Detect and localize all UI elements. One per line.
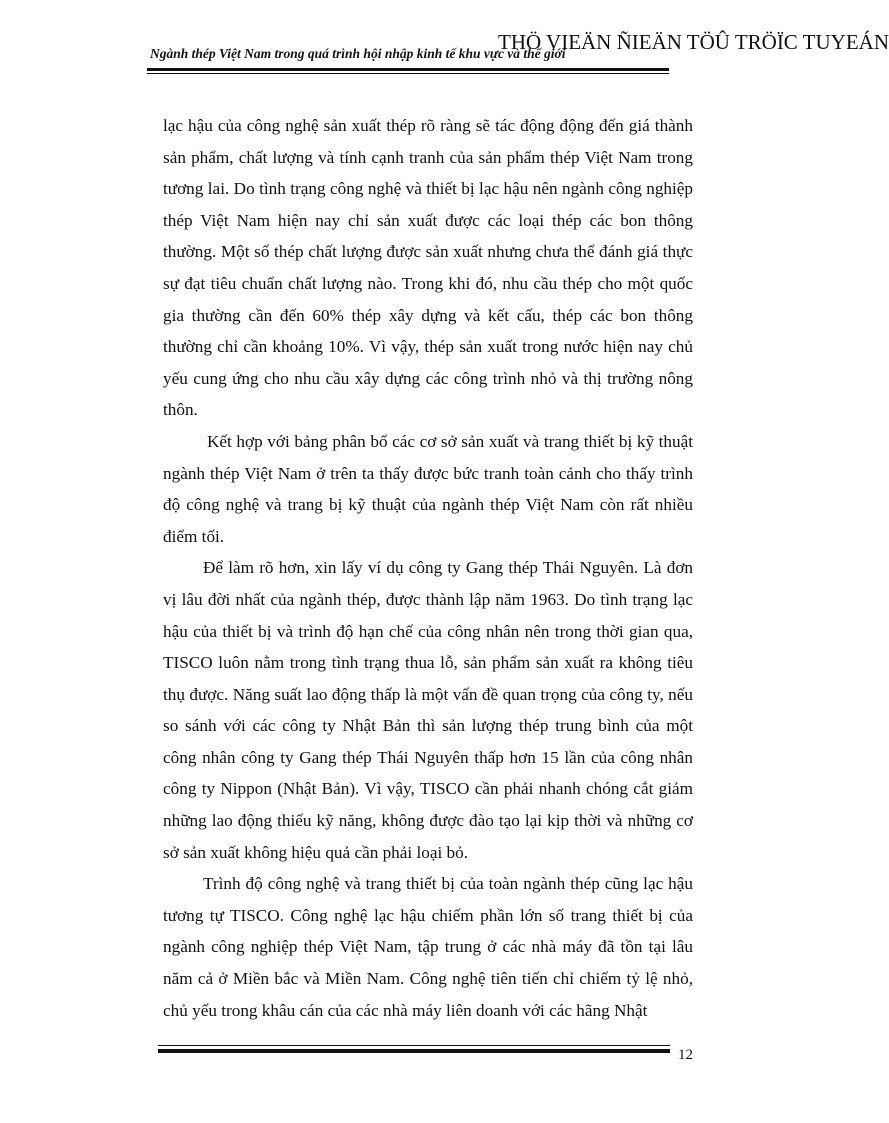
body-text [163, 110, 693, 1026]
paragraph-4: Trình độ công nghệ và trang thiết bị của toàn ngành thép cũng lạc hậu tương tự TISCO. Công nghệ lạc hậu chiếm phần lớn số trang thiết bị của ngành công nghiệp thép Việt Nam, tập trung ở các nhà máy đã tồn tại lâu năm cả ở Miền bắc và Miền Nam. Công nghệ tiên tiến chỉ chiếm tỷ lệ nhỏ, chủ yếu trong khâu cán của các nhà máy liên doanh với các hãng Nhật [163, 874, 693, 1020]
paragraph-1: lạc hậu của công nghệ sản xuất thép rõ ràng sẽ tác động động đến giá thành sản phẩm, chất lượng và tính cạnh tranh của sản phẩm thép Việt Nam trong tương lai. Do tình trạng công nghệ và thiết bị lạc hậu nên ngành công nghiệp thép Việt Nam hiện nay chỉ sản xuất được các loại thép các bon thông thường. Một số thép chất lượng được sản xuất nhưng chưa thể đánh giá thực sự đạt tiêu chuẩn chất lượng nào. Trong khi đó, nhu cầu thép cho một quốc gia thường cần đến 60% thép xây dựng và kết cấu, thép các bon thông thường chỉ cần khoảng 10%. Vì vậy, thép sản xuất trong nước hiện nay chủ yếu cung ứng cho nhu cầu xây dựng các công trình nhỏ và thị trường nông thôn. [163, 116, 693, 420]
header-rule-thick [147, 68, 669, 71]
watermark-text: THÖ VIEÄN ÑIEÄN TÖÛ TRÖÏC TUYEÁN [498, 30, 889, 54]
page-number: 12 [678, 1047, 693, 1063]
running-header-title: Ngành thép Việt Nam trong quá trình hội nhập kinh tế khu vực và thế giới [150, 46, 566, 61]
paragraph-2: Kết hợp với bảng phân bổ các cơ sở sản xuất và trang thiết bị kỹ thuật ngành thép Việt Nam ở trên ta thấy được bức tranh toàn cảnh cho thấy trình độ công nghệ và trang bị kỹ thuật của ngành thép Việt Nam còn rất nhiều điểm tối. [163, 431, 693, 546]
footer-rule-thin [158, 1045, 670, 1046]
header-rule-thin [147, 73, 669, 74]
paragraph-3: Để làm rõ hơn, xin lấy ví dụ công ty Gang thép Thái Nguyên. Là đơn vị lâu đời nhất của ngành thép, được thành lập năm 1963. Do tình trạng lạc hậu của thiết bị và trình độ hạn chế của công nhân nên trong thời gian qua, TISCO luôn nằm trong tình trạng thua lỗ, sản phẩm sản xuất ra không tiêu thụ được. Năng suất lao động thấp là một vấn đề quan trọng của công ty, nếu so sánh với các công ty Nhật Bản thì sản lượng thép trung bình của một công nhân công ty Gang thép Thái Nguyên thấp hơn 15 lần của công nhân công ty Nippon (Nhật Bản). Vì vậy, TISCO cần phải nhanh chóng cắt giảm những lao động thiếu kỹ năng, không được đào tạo lại kịp thời và những cơ sở sản xuất không hiệu quả cần phải loại bỏ. [163, 558, 693, 862]
footer-rule-thick [158, 1049, 670, 1053]
